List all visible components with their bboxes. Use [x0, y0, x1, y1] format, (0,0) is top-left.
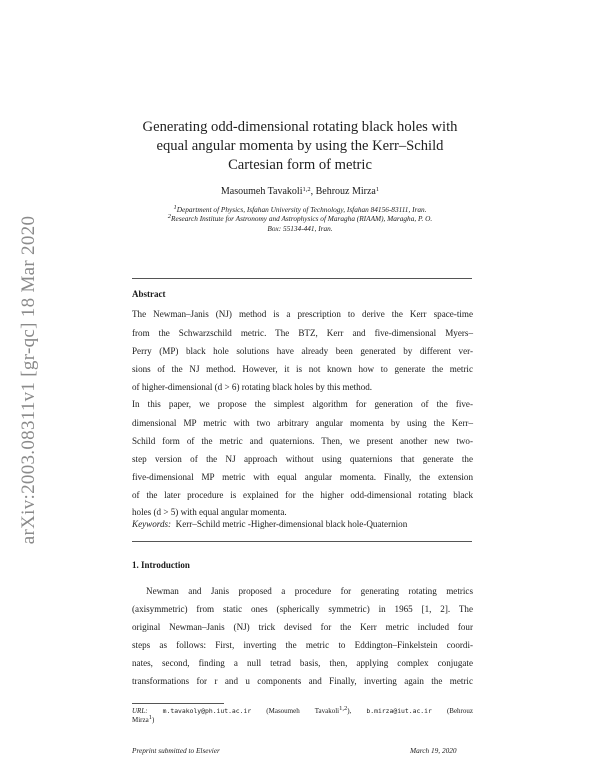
abstract-line: of higher-dimensional (d > 6) rotating black holes by this method. [132, 382, 373, 392]
author-list [130, 186, 470, 197]
abstract-heading: Abstract [132, 289, 166, 299]
abstract-line: dimensional MP metric with two arbitrary angular momenta by using the Kerr– [132, 418, 473, 428]
abstract-line: of the later procedure is explained for the higher odd-dimensional rotating black [132, 490, 473, 500]
abstract-line: In this paper, we propose the simplest algorithm for generation of the five- [132, 399, 473, 409]
arxiv-side-stamp [14, 184, 44, 576]
intro-line: Newman and Janis proposed a procedure for generating rotating metrics [146, 586, 473, 596]
abstract-line: five-dimensional MP metric with equal angular momenta. Finally, the extension [132, 472, 473, 482]
footnote-name-1-close: ), [347, 707, 352, 715]
paper-title [110, 118, 490, 175]
footer-preprint-note: Preprint submitted to Elsevier [132, 746, 220, 755]
author-separator: , [310, 186, 316, 197]
keywords-label: Keywords: [132, 519, 172, 529]
affiliation-2-cont: Box: 55134-441, Iran. [267, 224, 333, 233]
keywords [132, 519, 407, 529]
keywords-text: Kerr–Schild metric -Higher-dimensional black hole-Quaternion [175, 519, 408, 529]
affiliation-2-text: Research Institute for Astronomy and Astrophysics of Maragha (RIAAM), Maragha, P. O. [171, 214, 433, 223]
author-1-email: m.tavakoly@ph.iut.ac.ir [162, 707, 252, 715]
arxiv-id: arXiv:2003.08311v1 [gr-qc] 18 Mar 2020 [18, 215, 39, 545]
affiliation-1-text: Department of Physics, Isfahan University of Technology, Isfahan 84156-83111, Iran. [176, 205, 427, 214]
footnote-name-2-cont: Mirza [132, 716, 149, 724]
affiliation-2-mark: 2 [167, 213, 171, 220]
author-1: Masoumeh Tavakoli [220, 186, 303, 197]
footnote-name-2: (Behrouz [446, 707, 473, 715]
intro-line: transformations for r and u components and Finally, inverting again the metric [132, 676, 473, 686]
footnote-name-1: (Masoumeh Tavakoli [266, 707, 340, 715]
author-1-affil-mark: 1,2 [302, 186, 311, 193]
intro-line: steps as follows: First, inverting the metric to Eddington–Finkelstein coordi- [132, 640, 473, 650]
title-line-1: Generating odd-dimensional rotating black holes with [142, 119, 458, 135]
abstract-bottom-rule [132, 541, 472, 542]
footnote-line-1 [132, 707, 473, 715]
author-2-email: b.mirza@iut.ac.ir [366, 707, 432, 715]
intro-line: nates, second, finding a null tetrad basis, then, applying complex conjugate [132, 658, 473, 668]
abstract-line: step version of the NJ approach without using quaternions that generate the [132, 454, 473, 464]
affiliation-1-mark: 1 [173, 204, 177, 211]
footnote-name-2-mark: 1 [148, 714, 152, 721]
author-2-affil-mark: 1 [375, 186, 380, 193]
author-2: Behrouz Mirza [315, 186, 376, 197]
title-line-3: Cartesian form of metric [228, 157, 372, 173]
abstract-line: holes (d > 5) with equal angular momenta. [132, 507, 287, 517]
footnote-rule [132, 703, 224, 704]
section-heading-introduction: 1. Introduction [132, 560, 190, 570]
title-line-2: equal angular momenta by using the Kerr–Schild [156, 138, 444, 154]
footer-date: March 19, 2020 [410, 746, 457, 755]
footnote-line-2 [132, 716, 473, 724]
intro-line: original Newman–Janis (NJ) trick devised for the Kerr metric included four [132, 622, 473, 632]
abstract-line: Perry (MP) black hole solutions have already been generated by different ver- [132, 346, 473, 356]
affiliation-2 [130, 214, 470, 224]
intro-line: (axisymmetric) from static ones (spherically symmetric) in 1965 [1, 2]. The [132, 604, 473, 614]
abstract-line: from the Schwarzschild metric. The BTZ, Kerr and five-dimensional Myers– [132, 328, 473, 338]
abstract-line: Schild form of the metric and quaternions. Then, we present another new two- [132, 436, 473, 446]
footnote-name-1-mark: 1,2 [339, 705, 348, 712]
footnote-url-label: URL: [132, 707, 148, 715]
abstract-top-rule [132, 278, 472, 279]
footnote-name-2-close: ) [151, 716, 155, 724]
abstract-line: The Newman–Janis (NJ) method is a prescription to derive the Kerr space-time [132, 309, 473, 319]
abstract-line: sions of the NJ method. However, it is not known how to generate the metric [132, 364, 473, 374]
